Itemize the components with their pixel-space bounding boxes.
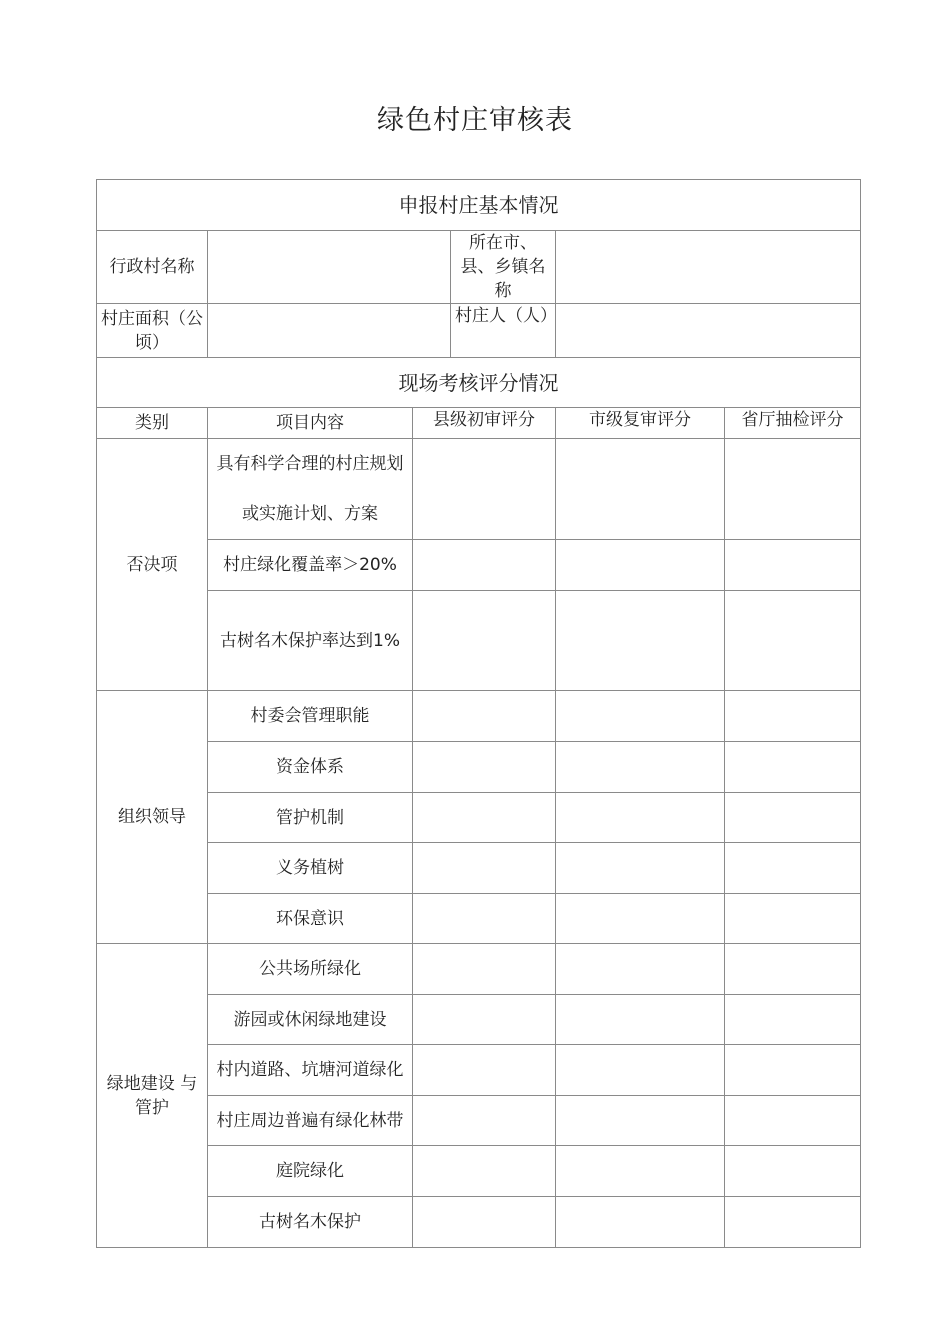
province-score-cell[interactable] <box>725 894 861 944</box>
province-score-cell[interactable] <box>725 540 861 591</box>
county-score-cell[interactable] <box>413 894 556 944</box>
province-score-cell[interactable] <box>725 691 861 742</box>
province-score-cell[interactable] <box>725 1197 861 1248</box>
county-score-cell[interactable] <box>413 995 556 1045</box>
county-score-cell[interactable] <box>413 843 556 894</box>
city-score-cell[interactable] <box>556 843 725 894</box>
col-header-county: 县级初审评分 <box>413 408 556 439</box>
province-score-cell[interactable] <box>725 1096 861 1146</box>
col-header-province: 省厅抽检评分 <box>725 408 861 439</box>
province-score-cell[interactable] <box>725 995 861 1045</box>
item-cell: 环保意识 <box>208 894 413 944</box>
county-score-cell[interactable] <box>413 793 556 843</box>
county-score-cell[interactable] <box>413 1146 556 1197</box>
city-score-cell[interactable] <box>556 439 725 540</box>
county-score-cell[interactable] <box>413 591 556 691</box>
city-score-cell[interactable] <box>556 691 725 742</box>
category-cell: 否决项 <box>97 439 208 691</box>
assessment-heading: 现场考核评分情况 <box>97 358 861 408</box>
page-title: 绿色村庄审核表 <box>377 105 573 136</box>
item-cell: 义务植树 <box>208 843 413 894</box>
item-cell: 游园或休闲绿地建设 <box>208 995 413 1045</box>
col-header-item: 项目内容 <box>208 408 413 439</box>
area-field[interactable] <box>208 304 451 358</box>
basic-info-heading: 申报村庄基本情况 <box>97 180 861 231</box>
category-cell: 组织领导 <box>97 691 208 944</box>
city-score-cell[interactable] <box>556 591 725 691</box>
item-cell: 村庄周边普遍有绿化林带 <box>208 1096 413 1146</box>
area-label: 村庄面积（公顷） <box>97 304 208 358</box>
audit-table <box>96 179 861 1248</box>
item-cell: 村庄绿化覆盖率＞20% <box>208 540 413 591</box>
population-field[interactable] <box>556 304 861 358</box>
location-field[interactable] <box>556 231 861 304</box>
city-score-cell[interactable] <box>556 1045 725 1096</box>
city-score-cell[interactable] <box>556 944 725 995</box>
item-cell: 资金体系 <box>208 742 413 793</box>
city-score-cell[interactable] <box>556 742 725 793</box>
county-score-cell[interactable] <box>413 439 556 540</box>
county-score-cell[interactable] <box>413 1045 556 1096</box>
county-score-cell[interactable] <box>413 540 556 591</box>
item-cell: 具有科学合理的村庄规划或实施计划、方案 <box>208 439 413 540</box>
county-score-cell[interactable] <box>413 742 556 793</box>
col-header-city: 市级复审评分 <box>556 408 725 439</box>
province-score-cell[interactable] <box>725 591 861 691</box>
item-cell: 庭院绿化 <box>208 1146 413 1197</box>
item-cell: 管护机制 <box>208 793 413 843</box>
province-score-cell[interactable] <box>725 439 861 540</box>
province-score-cell[interactable] <box>725 944 861 995</box>
city-score-cell[interactable] <box>556 793 725 843</box>
item-cell: 村内道路、坑塘河道绿化 <box>208 1045 413 1096</box>
province-score-cell[interactable] <box>725 742 861 793</box>
province-score-cell[interactable] <box>725 1146 861 1197</box>
county-score-cell[interactable] <box>413 944 556 995</box>
city-score-cell[interactable] <box>556 995 725 1045</box>
county-score-cell[interactable] <box>413 691 556 742</box>
city-score-cell[interactable] <box>556 540 725 591</box>
item-cell: 村委会管理职能 <box>208 691 413 742</box>
item-cell: 古树名木保护 <box>208 1197 413 1248</box>
col-header-category: 类别 <box>97 408 208 439</box>
category-cell: 绿地建设 与管护 <box>97 944 208 1248</box>
city-score-cell[interactable] <box>556 1197 725 1248</box>
village-name-label: 行政村名称 <box>97 231 208 304</box>
province-score-cell[interactable] <box>725 843 861 894</box>
county-score-cell[interactable] <box>413 1197 556 1248</box>
city-score-cell[interactable] <box>556 1096 725 1146</box>
county-score-cell[interactable] <box>413 1096 556 1146</box>
village-name-field[interactable] <box>208 231 451 304</box>
province-score-cell[interactable] <box>725 793 861 843</box>
city-score-cell[interactable] <box>556 894 725 944</box>
item-cell: 古树名木保护率达到1% <box>208 591 413 691</box>
city-score-cell[interactable] <box>556 1146 725 1197</box>
location-label: 所在市、县、乡镇名称 <box>451 231 556 304</box>
item-cell: 公共场所绿化 <box>208 944 413 995</box>
population-label: 村庄人（人） <box>451 304 556 358</box>
province-score-cell[interactable] <box>725 1045 861 1096</box>
